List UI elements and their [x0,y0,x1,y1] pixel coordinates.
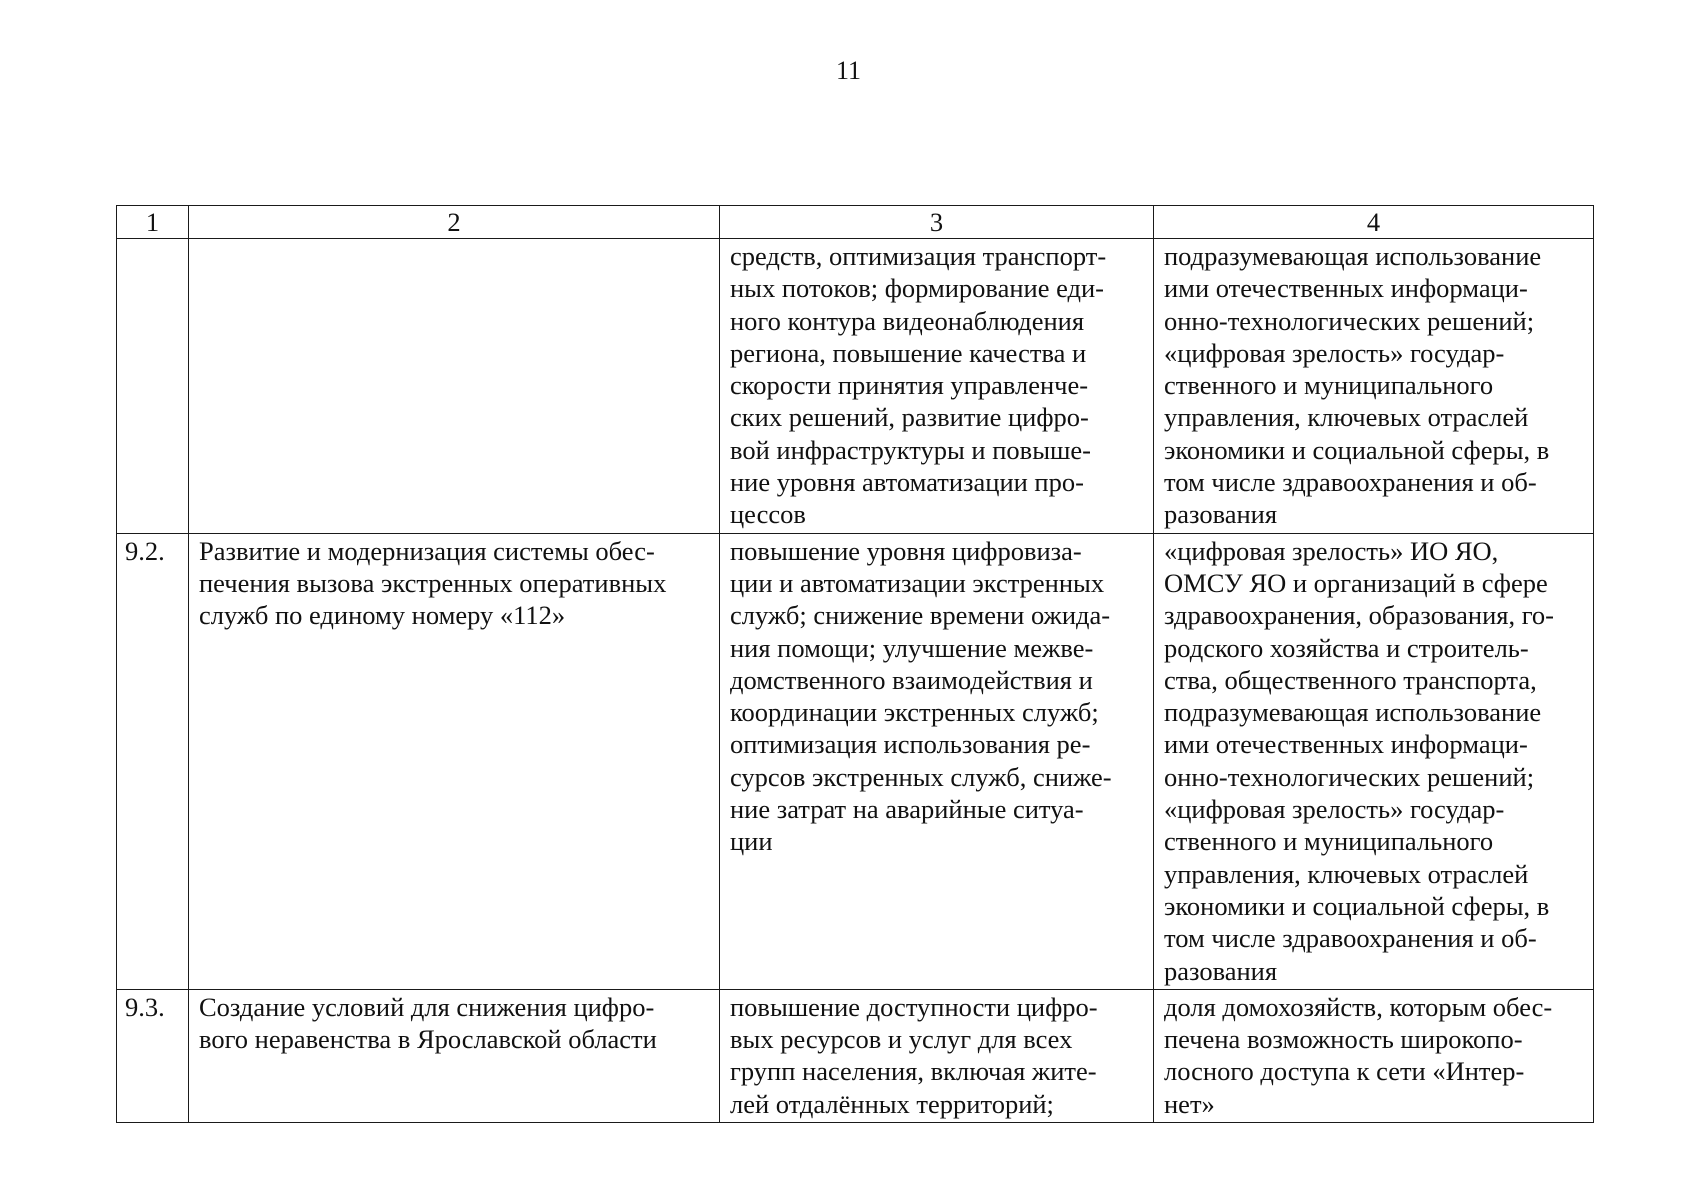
cell-text-line: ние уровня автоматизации про- [730,467,1084,498]
cell-text-line: «цифровая зрелость» государ- [1164,337,1505,368]
cell-text-line: ных потоков; формирование еди- [730,273,1105,304]
cell-text-line: печена возможность широкопо- [1164,1024,1523,1055]
cell-text-line: онно-технологических решений; [1164,761,1535,792]
table-body [117,206,1594,1123]
cell-text-line: ими отечественных информаци- [1164,273,1528,304]
cell-text-line: вого неравенства в Ярославской области [199,1024,657,1055]
cell-text-line: «цифровая зрелость» ИО ЯО, [1164,535,1499,566]
cell-text-line: нет» [1164,1088,1215,1119]
cell-text-line: ции и автоматизации экстренных [730,567,1105,598]
cell-text-line: ного контура видеонаблюдения [730,305,1085,336]
cell-text-line: том числе здравоохранения и об- [1164,467,1537,498]
header-cell-1: 1 [117,206,189,239]
cell-text-line: ственного и муниципального [1164,370,1494,401]
cell-text-line: подразумевающая использование [1164,697,1542,728]
cell-text-line: скорости принятия управленче- [730,370,1089,401]
cell-text-line: «цифровая зрелость» государ- [1164,794,1505,825]
cell-text-line: Создание условий для снижения цифро- [199,991,655,1022]
header-cell-3: 3 [720,206,1154,239]
cell-text-line: экономики и социальной сферы, в [1164,434,1550,465]
header-cell-4: 4 [1154,206,1594,239]
cell-text-line: экономики и социальной сферы, в [1164,890,1550,921]
cell-text-line: координации экстренных служб; [730,697,1099,728]
indicators-cell [1154,989,1594,1122]
cell-text-line: ства, общественного транспорта, [1164,664,1537,695]
cell-text-line: ОМСУ ЯО и организаций в сфере [1164,567,1548,598]
table-row [117,239,1594,534]
cell-text-line: разования [1164,955,1278,986]
cell-text-line: ских решений, развитие цифро- [730,402,1089,433]
cell-text-line: групп населения, включая жите- [730,1056,1097,1087]
cell-text-line: онно-технологических решений; [1164,305,1535,336]
cell-text-line: Развитие и модернизация системы обес- [199,535,655,566]
table-row [117,533,1594,989]
table-header-row [117,206,1594,239]
cell-text-line: родского хозяйства и строитель- [1164,632,1529,663]
cell-text-line: вых ресурсов и услуг для всех [730,1024,1073,1055]
cell-text-line: средств, оптимизация транспорт- [730,241,1107,271]
cell-text-line: вой инфраструктуры и повыше- [730,434,1091,465]
cell-text-line: повышение доступности цифро- [730,991,1098,1022]
cell-text-line: подразумевающая использование [1164,241,1542,271]
cell-text-line: региона, повышение качества и [730,337,1087,368]
cell-text-line: ния помощи; улучшение межве- [730,632,1094,663]
cell-text-line: ние затрат на аварийные ситуа- [730,794,1084,825]
cell-text-line: управления, ключевых отраслей [1164,858,1529,889]
table-row [117,989,1594,1122]
cell-text-line: лосного доступа к сети «Интер- [1164,1056,1525,1087]
indicators-cell [1154,533,1594,989]
measure-title-cell [189,239,720,534]
cell-text-line: управления, ключевых отраслей [1164,402,1529,433]
cell-text-line: ими отечественных информаци- [1164,729,1528,760]
cell-text-line: домственного взаимодействия и [730,664,1093,695]
expected-effects-cell [720,239,1154,534]
cell-text-line: здравоохранения, образования, го- [1164,600,1554,631]
cell-text-line: доля домохозяйств, которым обес- [1164,991,1553,1022]
cell-text-line: служб; снижение времени ожида- [730,600,1111,631]
expected-effects-cell [720,533,1154,989]
cell-text-line: служб по единому номеру «112» [199,600,566,631]
cell-text-line: ции [730,826,773,857]
cell-text-line: том числе здравоохранения и об- [1164,923,1537,954]
cell-text-line: разования [1164,499,1278,530]
indicators-cell [1154,239,1594,534]
expected-effects-cell [720,989,1154,1122]
header-cell-2: 2 [189,206,720,239]
cell-text-line: печения вызова экстренных оперативных [199,567,667,598]
row-number-cell [117,239,189,534]
page-number: 11 [835,56,862,85]
measure-title-cell [189,533,720,989]
cell-text-line: оптимизация использования ре- [730,729,1091,760]
cell-text-line: сурсов экстренных служб, сниже- [730,761,1112,792]
cell-text-line: цессов [730,499,806,530]
cell-text-line: ственного и муниципального [1164,826,1494,857]
cell-text-line: лей отдалённых территорий; [730,1088,1054,1119]
row-number-cell: 9.3. [117,989,189,1122]
row-number-cell: 9.2. [117,533,189,989]
measure-title-cell [189,989,720,1122]
cell-text-line: повышение уровня цифровиза- [730,535,1082,566]
measures-table [116,205,1594,1123]
